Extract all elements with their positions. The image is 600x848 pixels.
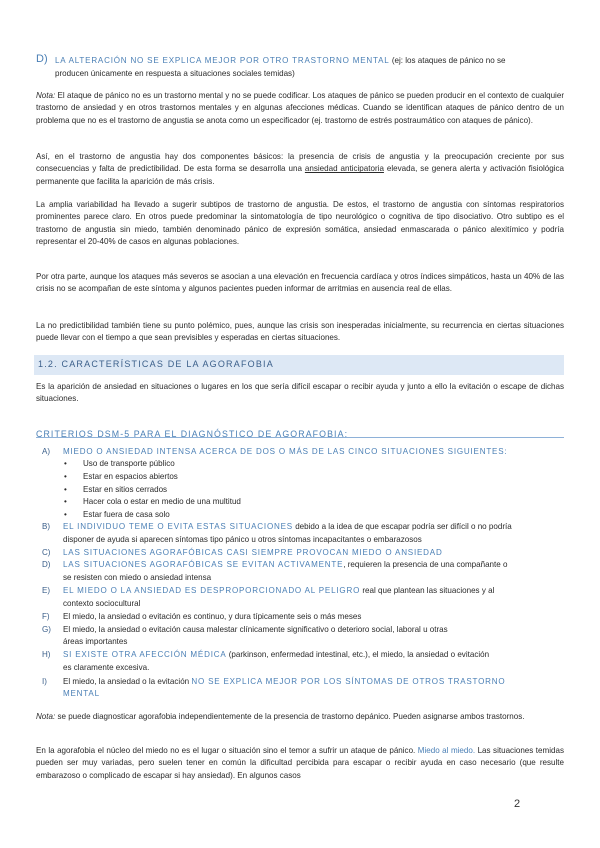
- criterion-h: [42, 649, 562, 661]
- criterion-text: El miedo, la ansiedad o evitación causa malestar clínicamente significativo o deterioro social, laboral u otras: [63, 625, 448, 634]
- list-item-text: Estar en sitios cerrados: [83, 485, 168, 494]
- text-span: Las situaciones temidas pueden ser muy variadas, pero suelen tener en común la dificultad percibida para escapar o recibir ayuda en caso necesario (que resulte embarazoso o complicado de escapar si hay ansiedad). En algunos casos: [36, 746, 564, 780]
- text-span: En la agorafobia el núcleo del miedo no es el lugar o situación sino el temor a sufrir un ataque de pánico.: [36, 746, 418, 755]
- criterion-letter: F): [42, 612, 50, 621]
- criteria-heading: [36, 424, 564, 438]
- section-header: [34, 355, 564, 375]
- criterion-text: contexto sociocultural: [63, 599, 141, 608]
- criterion-h-cont: [42, 662, 562, 674]
- bullet-icon: •: [64, 459, 67, 468]
- list-item: [64, 484, 167, 496]
- criterion-f: [42, 611, 562, 623]
- criterion-letter: B): [42, 522, 51, 531]
- list-item: [64, 509, 170, 521]
- note-paragraph: [36, 711, 564, 723]
- criterion-caps: LAS SITUACIONES AGORAFÓBICAS SE EVITAN ACTIVAMENTE: [63, 560, 344, 569]
- criterion-d-rest: (ej: los ataques de pánico no se: [389, 56, 506, 65]
- list-item: [64, 471, 178, 483]
- criterion-b: [42, 521, 562, 533]
- text-span: elevada, se genera alerta y activación fisiológica permanente que facilita la aparición de más crisis.: [36, 164, 564, 186]
- criterion-text: debido a la idea de que escapar podría ser difícil o no podría: [292, 522, 512, 531]
- note-label: Nota:: [36, 712, 56, 721]
- list-item-text: Hacer cola o estar en medio de una multitud: [83, 497, 241, 506]
- list-item: [64, 458, 175, 470]
- criterion-caps: MENTAL: [63, 689, 100, 698]
- criterion-letter: I): [42, 677, 47, 686]
- criterion-caps: SI EXISTE OTRA AFECCIÓN MÉDICA: [63, 650, 227, 659]
- bullet-icon: •: [64, 472, 67, 481]
- criterion-text: El miedo, la ansiedad o evitación es continuo, y dura típicamente seis o más meses: [63, 612, 362, 621]
- bullet-icon: •: [64, 485, 67, 494]
- criterion-g-cont: [42, 636, 562, 648]
- note-text: se puede diagnosticar agorafobia independientemente de la presencia de trastorno depánico. Pueden asignarse ambos trastornos.: [55, 712, 525, 721]
- criterion-e-cont: [42, 598, 562, 610]
- criterion-caps: EL INDIVIDUO TEME O EVITA ESTAS SITUACIONES: [63, 522, 293, 531]
- list-item-text: Estar fuera de casa solo: [83, 510, 170, 519]
- criterion-c: [42, 547, 562, 559]
- criterion-caps: LAS SITUACIONES AGORAFÓBICAS CASI SIEMPRE PROVOCAN MIEDO O ANSIEDAD: [63, 548, 443, 557]
- paragraph-definicion: Es la aparición de ansiedad en situaciones o lugares en los que sería difícil escapar o recibir ayuda y junto a ello la evitación o escape de dichas situaciones.: [36, 382, 564, 404]
- paragraph-otra-parte: Por otra parte, aunque los ataques más severos se asocian a una elevación en frecuencia cardíaca y otros índices simpáticos, hasta un 40% de las crisis no se acompañan de este síntoma y algunos pacientes pueden informar de arritmias en ausencia real de ellas.: [36, 272, 564, 294]
- underlined-term: ansiedad anticipatoria: [304, 164, 384, 174]
- criterion-text: disponer de ayuda si aparecen síntomas tipo pánico u otros síntomas incapacitantes o embarazosos: [63, 535, 422, 544]
- criterion-text: (parkinson, enfermedad intestinal, etc.), el miedo, la ansiedad o evitación: [226, 650, 490, 659]
- note-paragraph: [36, 90, 564, 127]
- paragraph-agorafobia: [36, 745, 564, 782]
- criterion-text: se resisten con miedo o ansiedad intensa: [63, 573, 212, 582]
- list-item: [64, 496, 241, 508]
- criterion-i-cont: [42, 688, 562, 700]
- criterion-d-cont: [42, 572, 562, 584]
- criterion-text: es claramente excesiva.: [63, 663, 150, 672]
- criterion-letter: H): [42, 650, 51, 659]
- criterion-g: [42, 624, 562, 636]
- section-title: 1.2. CARACTERÍSTICAS DE LA AGORAFOBIA: [38, 359, 274, 369]
- criterion-caps: EL MIEDO O LA ANSIEDAD ES DESPROPORCIONADO AL PELIGRO: [63, 586, 361, 595]
- highlight-text: Miedo al miedo.: [417, 746, 476, 755]
- text-span: Así, en el trastorno de angustia hay dos componentes básicos: la presencia de crisis de angustia y la preocupación creciente por sus consecuencias y falta de predictibilidad. De esta forma se desarrolla una: [36, 152, 564, 174]
- criterion-d-caps: LA ALTERACIÓN NO SE EXPLICA MEJOR POR OTRO TRASTORNO MENTAL: [55, 56, 390, 65]
- bullet-icon: •: [64, 497, 67, 506]
- criterion-e: [42, 585, 562, 597]
- criterion-d: [42, 559, 562, 571]
- list-item-text: Estar en espacios abiertos: [83, 472, 178, 481]
- list-item-text: Uso de transporte público: [83, 459, 175, 468]
- criterion-caps: MIEDO O ANSIEDAD INTENSA ACERCA DE DOS O MÁS DE LAS CINCO SITUACIONES SIGUIENTES:: [63, 447, 508, 456]
- note-text: El ataque de pánico no es un trastorno mental y no se puede codificar. Los ataques de pánico se pueden producir en el contexto de cualquier trastorno de ansiedad y en otros trastornos mentales y en algunas afecciones médicas. Cuando se identifican ataques de pánico dentro de un problema que no es el trastorno de angustia se anota como un especificador (ej. trastorno de estrés postraumático con ataques de pánico).: [36, 91, 564, 125]
- paragraph-predictibilidad: La no predictibilidad también tiene su punto polémico, pues, aunque las crisis son inesperadas inicialmente, su recurrencia en ciertas situaciones puede llevar con el tiempo a que sean previsibles y esperadas en ciertas situaciones.: [36, 321, 564, 343]
- paragraph-angustia: [36, 151, 564, 188]
- bullet-icon: •: [64, 510, 67, 519]
- criterion-text: , requieren la presencia de una compañante o: [343, 560, 508, 569]
- criterion-letter: C): [42, 548, 51, 557]
- paragraph-variabilidad: La amplia variabilidad ha llevado a sugerir subtipos de trastorno de angustia. De estos, el trastorno de angustia con síntomas respiratorios prominentes parece claro. En otros puede predominar la sintomatología de tipo neurológico o cognitiva de tipo disociativo. Otro subtipo es el trastorno de angustia sin miedo, también denominado pánico de expresión somática, ansiedad enmascarada o pánico alexitímico y podría representar el 20-40% de casos en algunas poblaciones.: [36, 200, 564, 247]
- criterion-i: [42, 676, 562, 688]
- criterion-letter: D): [36, 53, 48, 65]
- criterion-text: real que plantean las situaciones y al: [360, 586, 495, 595]
- criterion-b-cont: [42, 534, 562, 546]
- note-label: Nota:: [36, 91, 56, 100]
- criterion-text: El miedo, la ansiedad o la evitación: [63, 677, 192, 686]
- criterion-a: [42, 446, 562, 458]
- criterion-text: áreas importantes: [63, 637, 128, 646]
- criteria-title: CRITERIOS DSM-5 PARA EL DIAGNÓSTICO DE AGORAFOBIA:: [36, 429, 349, 439]
- criterion-d-rest2: producen únicamente en respuesta a situaciones sociales temidas): [55, 69, 295, 78]
- criterion-letter: A): [42, 447, 51, 456]
- criterion-letter: G): [42, 625, 51, 634]
- criterion-letter: D): [42, 560, 51, 569]
- criterion-letter: E): [42, 586, 51, 595]
- criterion-caps: NO SE EXPLICA MEJOR POR LOS SÍNTOMAS DE OTROS TRASTORNO: [191, 677, 506, 686]
- page-number: 2: [514, 798, 521, 810]
